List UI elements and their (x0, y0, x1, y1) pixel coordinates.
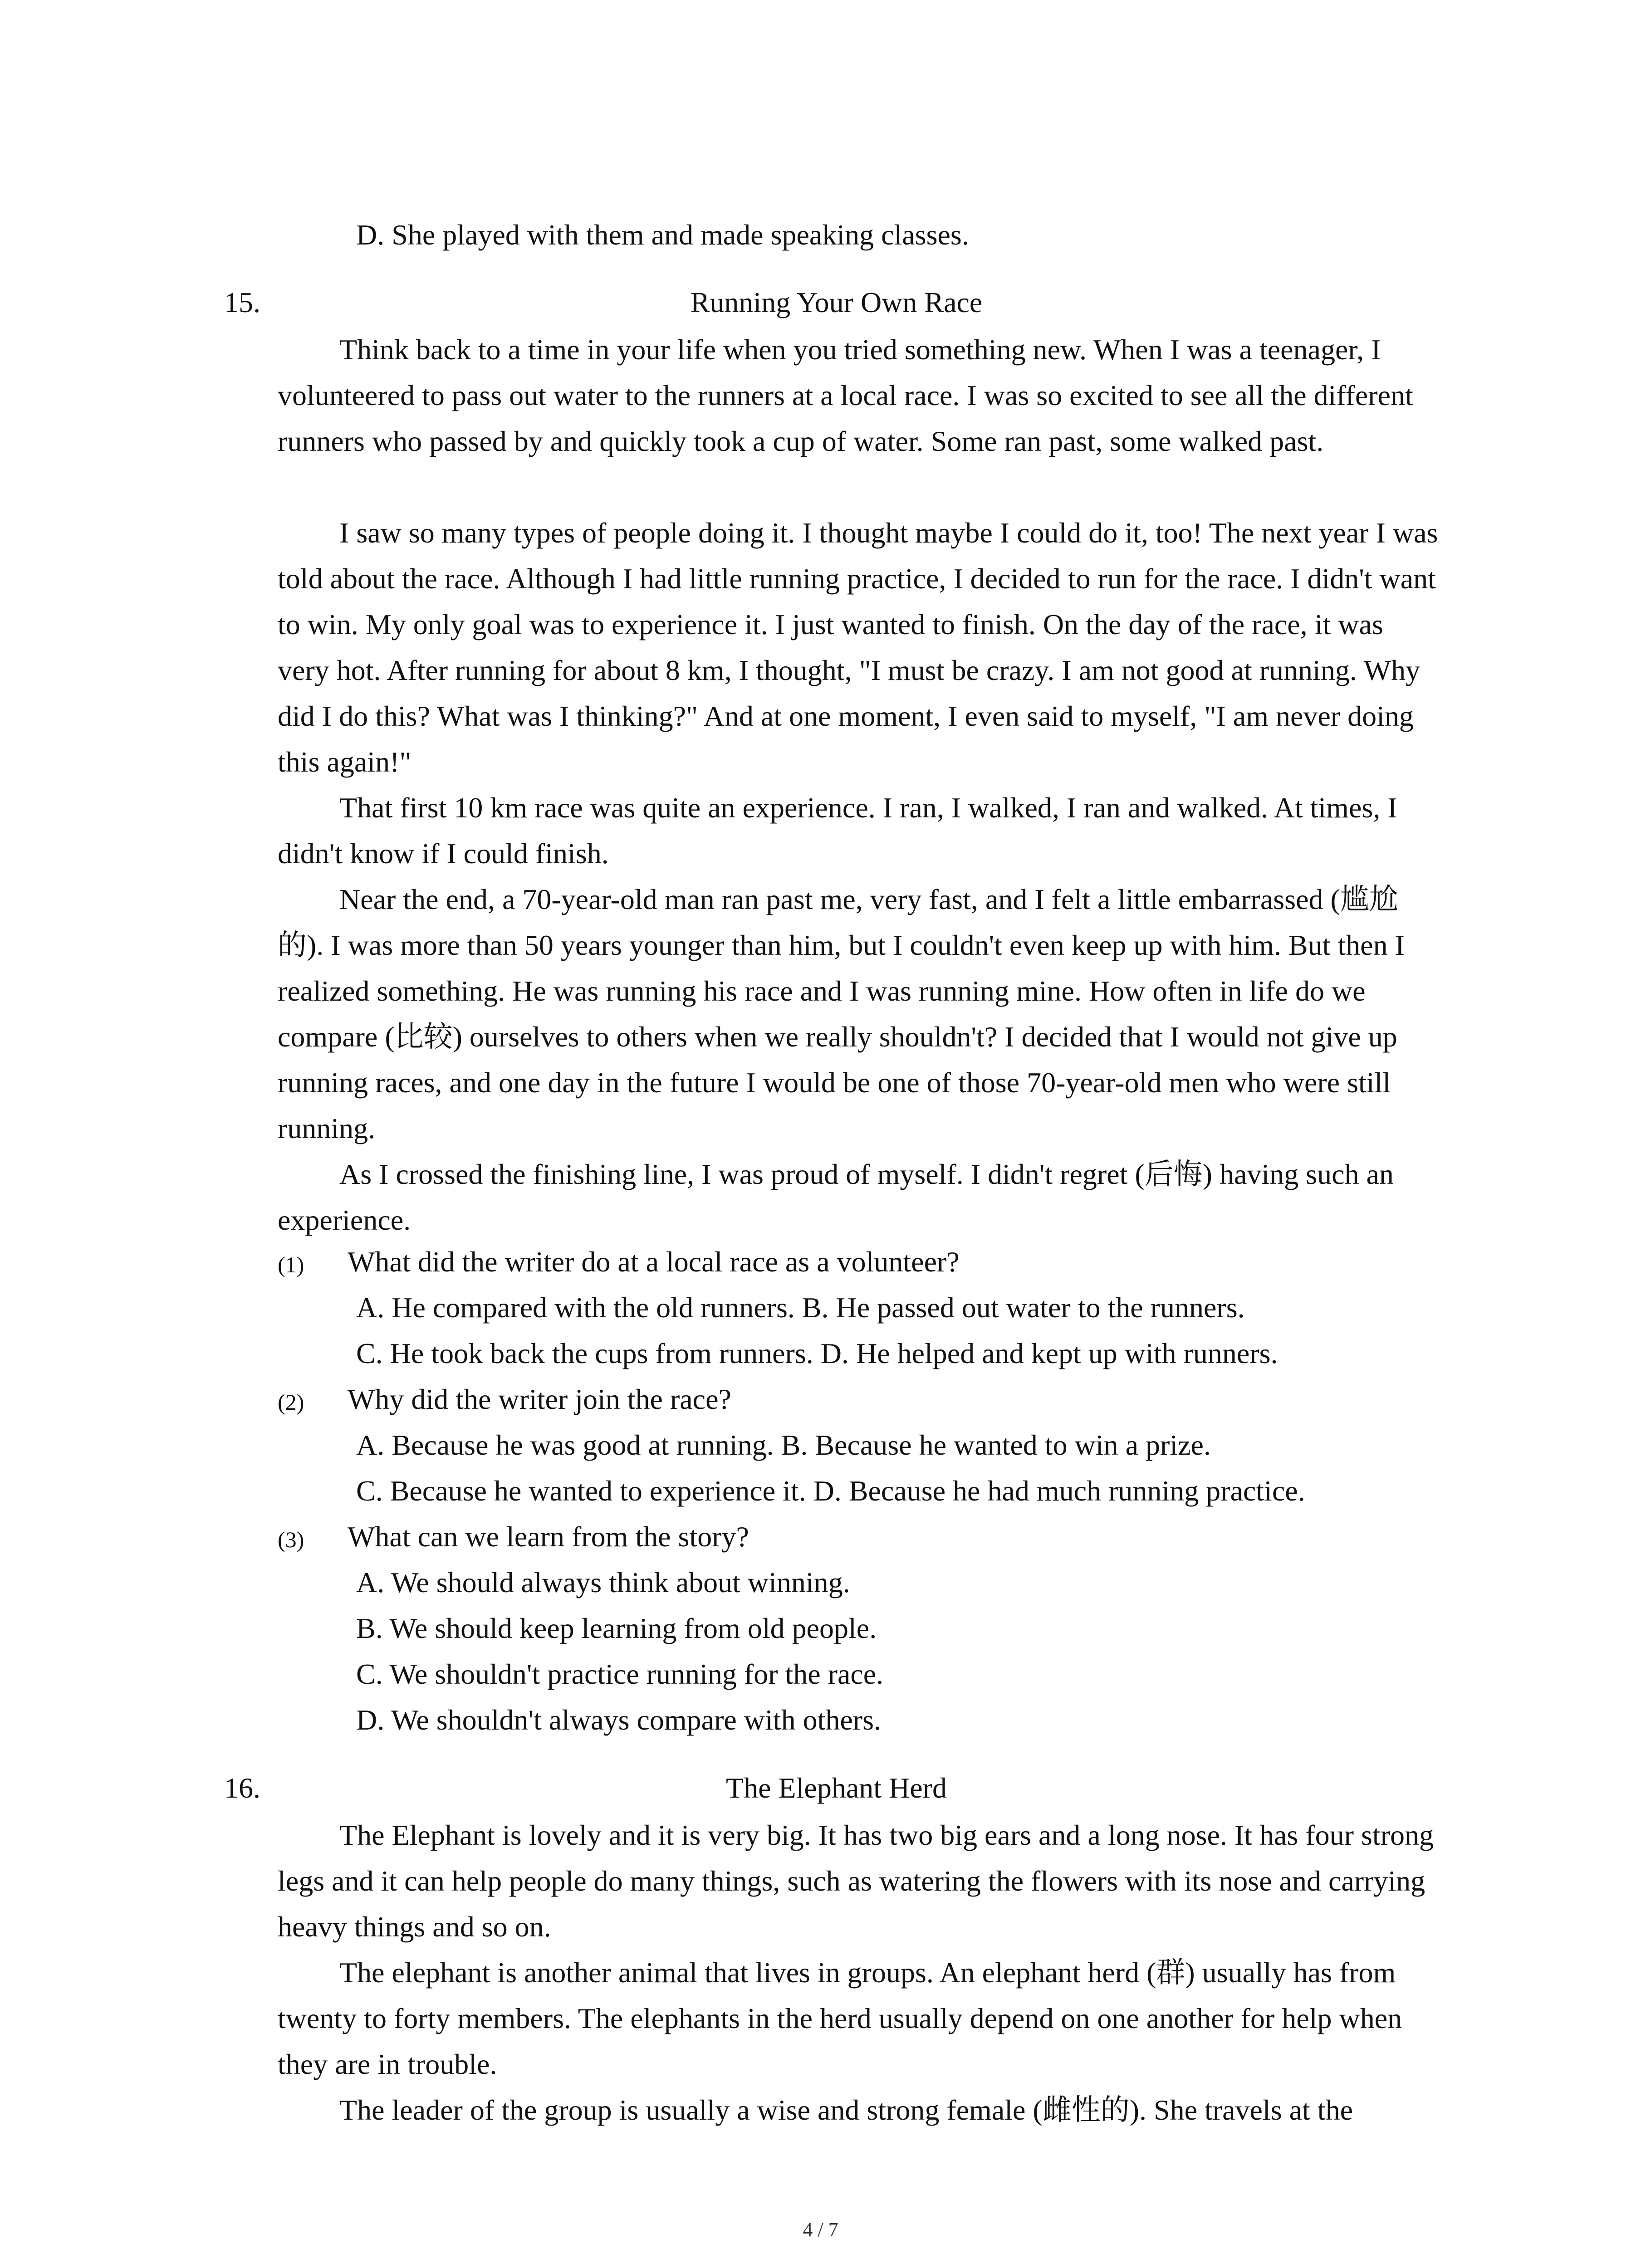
question-option: D. We shouldn't always compare with others. (356, 1704, 881, 1736)
question-options-line: A. Because he was good at running. B. Because he wanted to win a prize. (356, 1429, 1211, 1461)
q15-paragraph: As I crossed the finishing line, I was proud of myself. I didn't regret (后悔) having such an experience. (278, 1158, 1394, 1236)
q15-title: Running Your Own Race (690, 286, 983, 318)
q16-paragraph: The elephant is another animal that lives in groups. An elephant herd (群) usually has from twenty to forty members. The elephants in the herd usually depend on one another for help when they are in trouble. (278, 1956, 1402, 2080)
q16-title: The Elephant Herd (726, 1772, 947, 1804)
question-text: What can we learn from the story? (348, 1520, 749, 1553)
question-number: (1) (278, 1252, 304, 1277)
q15-number: 15. (224, 286, 260, 318)
question-number: (2) (278, 1389, 304, 1415)
q16-paragraph: The leader of the group is usually a wise and strong female (雌性的). She travels at the (339, 2094, 1353, 2126)
question-number: (3) (278, 1527, 304, 1552)
q14-option-d: D. She played with them and made speaking classes. (356, 219, 969, 251)
q16-number: 16. (224, 1772, 260, 1804)
question-option: B. We should keep learning from old people. (356, 1612, 877, 1644)
question-option: C. We shouldn't practice running for the race. (356, 1658, 884, 1690)
q15-paragraph: Think back to a time in your life when you tried something new. When I was a teenager, I volunteered to pass out water to the runners at a local race. I was so excited to see all the different runners who passed by and quickly took a cup of water. Some ran past, some walked past. (278, 333, 1413, 457)
q16-paragraph: The Elephant is lovely and it is very big. It has two big ears and a long nose. It has four strong legs and it can help people do many things, such as watering the flowers with its nose and carrying heavy things and so on. (278, 1819, 1434, 1943)
question-text: What did the writer do at a local race as a volunteer? (348, 1246, 960, 1278)
q15-paragraph: That first 10 km race was quite an experience. I ran, I walked, I ran and walked. At times, I didn't know if I could finish. (278, 792, 1397, 870)
q15-paragraph: Near the end, a 70-year-old man ran past me, very fast, and I felt a little embarrassed (尴尬的). I was more than 50 years younger than him, but I couldn't even keep up with him. But then I realized something. He was running his race and I was running mine. How often in life do we compare (比较) ourselves to others when we really shouldn't? I decided that I would not give up running races, and one day in the future I would be one of those 70-year-old men who were still running. (278, 883, 1405, 1144)
page-number: 4 / 7 (803, 2219, 838, 2241)
question-options-line: A. He compared with the old runners. B. He passed out water to the runners. (356, 1291, 1245, 1324)
question-options-line: C. Because he wanted to experience it. D. Because he had much running practice. (356, 1475, 1305, 1507)
question-text: Why did the writer join the race? (348, 1383, 731, 1415)
q15-paragraph: I saw so many types of people doing it. I thought maybe I could do it, too! The next year I was told about the race. Although I had little running practice, I decided to run for the race. I didn't want to win. My only goal was to experience it. I just wanted to finish. On the day of the race, it was very hot. After running for about 8 km, I thought, "I must be crazy. I am not good at running. Why did I do this? What was I thinking?" And at one moment, I even said to myself, "I am never doing this again!" (278, 517, 1438, 778)
question-option: A. We should always think about winning. (356, 1566, 850, 1598)
question-options-line: C. He took back the cups from runners. D. He helped and kept up with runners. (356, 1337, 1278, 1369)
